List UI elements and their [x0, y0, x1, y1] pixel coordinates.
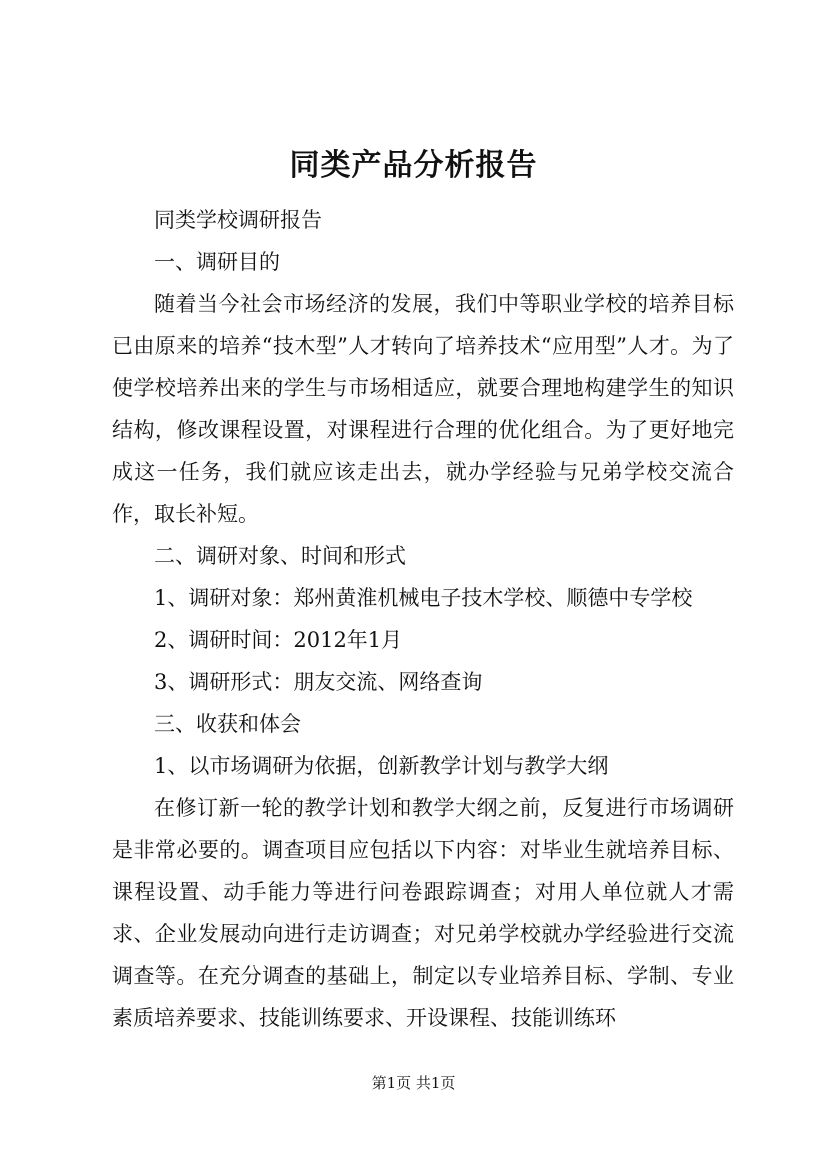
page-footer: 第1页 共1页 [371, 1074, 456, 1092]
section-heading: 一、调研目的 [154, 250, 280, 274]
list-item: 2、调研时间：2012年1月 [154, 628, 403, 652]
paragraph: 随着当今社会市场经济的发展，我们中等职业学校的培养目标已由原来的培养“技木型”人才转向了培养技术“应用型”人才。为了使学校培养出来的学生与市场相适应，就要合理地构建学生的知识结构，修改课程设置，对课程进行合理的优化组合。为了更好地完成这一任务，我们就应该走出去，就办学经验与兄弟学校交流合作，取长补短。 [112, 292, 734, 526]
section-heading: 三、收获和体会 [154, 712, 301, 736]
paragraph: 同类学校调研报告 [154, 208, 322, 232]
section-heading: 二、调研对象、时间和形式 [154, 544, 406, 568]
document-body [112, 199, 734, 1039]
list-item: 1、调研对象：郑州黄淮机械电子技木学校、顺德中专学校 [154, 586, 693, 610]
list-item: 3、调研形式：朋友交流、网络查询 [154, 670, 483, 694]
document-title: 同类产品分析报告 [289, 148, 538, 183]
paragraph: 在修订新一轮的教学计划和教学大纲之前，反复进行市场调研是非常必要的。调查项目应包括以下内容：对毕业生就培养目标、课程设置、动手能力等进行问卷跟踪调查；对用人单位就人才需求、企业发展动向进行走访调查；对兄弟学校就办学经验进行交流调查等。在充分调查的基础上，制定以专业培养目标、学制、专业素质培养要求、技能训练要求、开设课程、技能训练环 [112, 796, 734, 1030]
list-item: 1、以市场调研为依据，创新教学计划与教学大纲 [154, 754, 609, 778]
